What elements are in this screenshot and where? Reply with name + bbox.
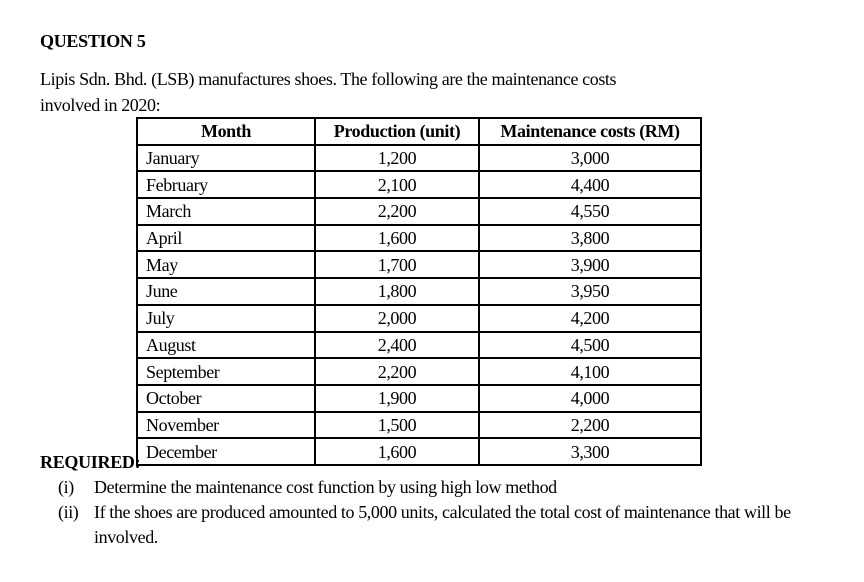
table-row [137,225,701,252]
cell-production: 2,100 [315,171,479,198]
cell-production: 2,200 [315,198,479,225]
cell-month: September [137,358,315,385]
cell-month: April [137,225,315,252]
table-row [137,358,701,385]
cell-production: 2,400 [315,332,479,359]
cell-cost: 3,300 [479,438,701,465]
required-item [58,500,828,550]
cell-month: August [137,332,315,359]
required-item-number: (i) [58,477,74,497]
table-row [137,305,701,332]
intro-line-1: Lipis Sdn. Bhd. (LSB) manufactures shoes. The following are the maintenance costs [40,69,617,89]
cell-cost: 3,800 [479,225,701,252]
table-row [137,438,701,465]
cell-production: 1,600 [315,225,479,252]
cell-production: 1,800 [315,278,479,305]
cell-cost: 4,500 [479,332,701,359]
table-row [137,412,701,439]
cell-cost: 4,550 [479,198,701,225]
cell-cost: 3,000 [479,145,701,172]
cell-production: 1,700 [315,251,479,278]
table-row [137,278,701,305]
question-intro [40,66,720,118]
cell-month: May [137,251,315,278]
cell-cost: 4,000 [479,385,701,412]
maintenance-cost-table [136,117,702,466]
cell-production: 1,900 [315,385,479,412]
cell-month: March [137,198,315,225]
table-row [137,251,701,278]
table-row [137,145,701,172]
required-item [58,475,828,500]
intro-line-2: involved in 2020: [40,95,161,115]
cell-month: January [137,145,315,172]
table-row [137,332,701,359]
cell-month: December [137,438,315,465]
cell-production: 2,000 [315,305,479,332]
header-production: Production (unit) [315,118,479,145]
cell-cost: 4,400 [479,171,701,198]
cell-production: 1,200 [315,145,479,172]
cell-month: June [137,278,315,305]
required-item-number: (ii) [58,502,79,522]
header-month: Month [137,118,315,145]
question-title: QUESTION 5 [40,31,146,51]
table-header-row [137,118,701,145]
required-item-text: Determine the maintenance cost function by using high low method [94,477,557,497]
cell-production: 1,500 [315,412,479,439]
cell-cost: 2,200 [479,412,701,439]
cell-cost: 3,950 [479,278,701,305]
table-row [137,385,701,412]
cell-production: 2,200 [315,358,479,385]
cell-month: November [137,412,315,439]
required-item-text: If the shoes are produced amounted to 5,000 units, calculated the total cost of maintenance that will be involved. [94,502,791,547]
cell-cost: 3,900 [479,251,701,278]
cell-cost: 4,100 [479,358,701,385]
header-maintenance-costs: Maintenance costs (RM) [479,118,701,145]
required-title: REQUIRED: [40,452,141,472]
cell-month: July [137,305,315,332]
table-row [137,198,701,225]
table-row [137,171,701,198]
required-list [58,475,828,550]
cell-production: 1,600 [315,438,479,465]
cell-cost: 4,200 [479,305,701,332]
cell-month: October [137,385,315,412]
cell-month: February [137,171,315,198]
